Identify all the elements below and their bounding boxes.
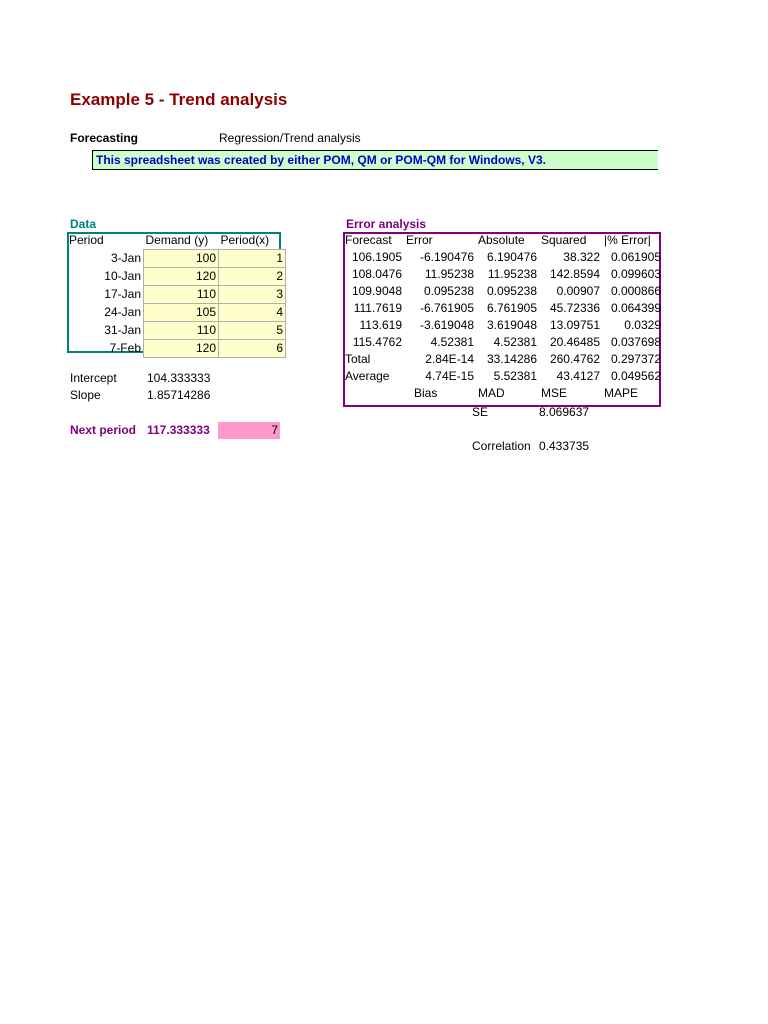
- total-label: Total: [345, 352, 371, 366]
- average-absolute: 5.52381: [493, 369, 537, 383]
- header-pct-error: |% Error|: [604, 233, 651, 247]
- demand-cell[interactable]: 120: [144, 340, 219, 358]
- total-row: [343, 351, 663, 368]
- se-label: SE: [472, 405, 489, 419]
- squared-cell: 45.72336: [549, 301, 600, 315]
- data-header-row: [67, 232, 286, 250]
- period-x-cell[interactable]: 4: [219, 304, 286, 322]
- total-pct-error: 0.297372: [610, 352, 661, 366]
- next-period-forecast: 117.333333: [147, 423, 210, 437]
- pct-error-cell: 0.064399: [610, 301, 661, 315]
- mad-label: MAD: [478, 386, 505, 400]
- absolute-cell: 4.52381: [493, 335, 537, 349]
- absolute-cell: 0.095238: [486, 284, 537, 298]
- header-period: Period: [69, 233, 104, 248]
- table-row: [67, 250, 286, 268]
- period-cell: 10-Jan: [104, 269, 141, 283]
- header-error: Error: [406, 233, 433, 247]
- page-title: Example 5 - Trend analysis: [70, 90, 288, 109]
- demand-cell[interactable]: 100: [144, 250, 219, 268]
- info-banner: This spreadsheet was created by either POM, QM or POM-QM for Windows, V3.: [92, 150, 658, 170]
- pct-error-cell: 0.061905: [610, 250, 661, 264]
- error-cell: -6.190476: [419, 250, 474, 264]
- empty-label: [343, 385, 404, 402]
- error-analysis-table: [343, 232, 663, 402]
- absolute-cell: 3.619048: [486, 318, 537, 332]
- demand-cell[interactable]: 110: [144, 322, 219, 340]
- average-error: 4.74E-15: [425, 369, 474, 383]
- intercept-label: Intercept: [70, 371, 117, 385]
- table-row: [343, 334, 663, 351]
- error-cell: -3.619048: [419, 318, 474, 332]
- pct-error-cell: 0.099603: [610, 267, 661, 281]
- average-row: [343, 368, 663, 385]
- forecasting-method: Regression/Trend analysis: [219, 131, 361, 145]
- demand-cell[interactable]: 120: [144, 268, 219, 286]
- pct-error-cell: 0.0329: [624, 318, 661, 332]
- total-error: 2.84E-14: [425, 352, 474, 366]
- period-x-cell[interactable]: 3: [219, 286, 286, 304]
- period-x-cell[interactable]: 6: [219, 340, 286, 358]
- forecast-cell: 106.1905: [351, 250, 402, 264]
- error-cell: 4.52381: [430, 335, 474, 349]
- period-x-cell[interactable]: 1: [219, 250, 286, 268]
- bias-label: Bias: [414, 386, 438, 400]
- absolute-cell: 6.761905: [486, 301, 537, 315]
- error-cell: 0.095238: [423, 284, 474, 298]
- period-cell: 24-Jan: [104, 305, 141, 319]
- error-cell: 11.95238: [424, 267, 474, 281]
- period-cell: 3-Jan: [110, 251, 141, 265]
- error-header-row: [343, 232, 663, 249]
- error-cell: -6.761905: [419, 301, 474, 315]
- table-row: [343, 249, 663, 266]
- demand-cell[interactable]: 105: [144, 304, 219, 322]
- table-row: [343, 317, 663, 334]
- table-row: [343, 283, 663, 300]
- average-pct-error: 0.049562: [610, 369, 661, 383]
- se-value: 8.069637: [539, 405, 590, 419]
- total-squared: 260.4762: [549, 352, 600, 366]
- table-row: [67, 340, 286, 358]
- demand-cell[interactable]: 110: [144, 286, 219, 304]
- mape-label: MAPE: [604, 386, 639, 400]
- header-demand: Demand (y): [145, 233, 209, 247]
- slope-value: 1.85714286: [147, 388, 211, 402]
- average-squared: 43.4127: [556, 369, 600, 383]
- period-cell: 17-Jan: [104, 287, 141, 301]
- table-row: [67, 304, 286, 322]
- period-x-cell[interactable]: 5: [219, 322, 286, 340]
- slope-label: Slope: [70, 388, 101, 402]
- header-absolute: Absolute: [478, 233, 525, 247]
- header-period-x: Period(x): [220, 233, 270, 247]
- measure-labels-row: [343, 385, 663, 402]
- period-cell: 7-Feb: [109, 341, 141, 355]
- forecasting-label: Forecasting: [70, 131, 139, 145]
- squared-cell: 142.8594: [549, 267, 600, 281]
- correlation-label: Correlation: [472, 439, 531, 453]
- data-heading: Data: [70, 217, 97, 231]
- mse-label: MSE: [541, 386, 568, 400]
- period-x-cell[interactable]: 2: [219, 268, 286, 286]
- forecast-cell: 113.619: [359, 318, 402, 332]
- forecast-cell: 111.7619: [353, 301, 402, 315]
- absolute-cell: 6.190476: [486, 250, 537, 264]
- forecast-cell: 109.9048: [351, 284, 402, 298]
- header-forecast: Forecast: [345, 233, 392, 247]
- table-row: [67, 268, 286, 286]
- absolute-cell: 11.95238: [487, 267, 537, 281]
- pct-error-cell: 0.000866: [610, 284, 661, 298]
- header-squared: Squared: [541, 233, 587, 247]
- forecast-cell: 115.4762: [352, 335, 402, 349]
- pct-error-cell: 0.037698: [610, 335, 661, 349]
- next-period-input[interactable]: 7: [218, 422, 280, 439]
- table-row: [343, 300, 663, 317]
- data-table: [67, 232, 286, 358]
- total-absolute: 33.14286: [486, 352, 537, 366]
- squared-cell: 20.46485: [549, 335, 600, 349]
- correlation-value: 0.433735: [539, 439, 590, 453]
- next-period-label: Next period: [70, 423, 137, 437]
- period-cell: 31-Jan: [104, 323, 141, 337]
- squared-cell: 13.09751: [549, 318, 600, 332]
- table-row: [343, 266, 663, 283]
- intercept-value: 104.333333: [147, 371, 211, 385]
- squared-cell: 38.322: [563, 250, 600, 264]
- forecast-cell: 108.0476: [351, 267, 402, 281]
- squared-cell: 0.00907: [556, 284, 600, 298]
- average-label: Average: [345, 369, 390, 383]
- table-row: [67, 322, 286, 340]
- table-row: [67, 286, 286, 304]
- error-analysis-heading: Error analysis: [346, 217, 427, 231]
